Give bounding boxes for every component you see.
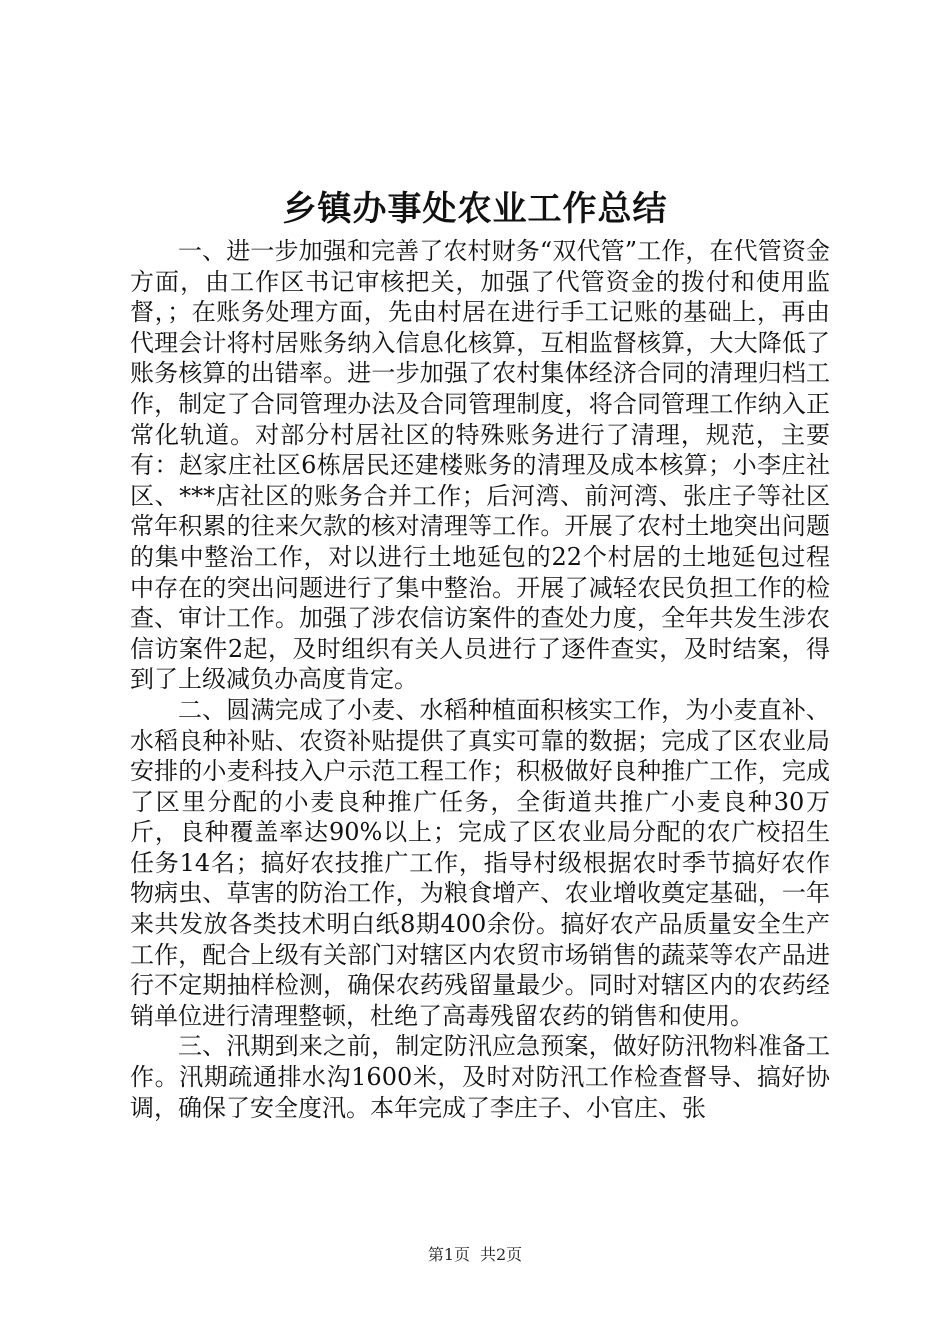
paragraph-2: 二、圆满完成了小麦、水稻种植面积核实工作，为小麦直补、水稻良种补贴、农资补贴提供了真实可靠的数据；完成了区农业局安排的小麦科技入户示范工程工作；积极做好良种推广工作，完成了区里分配的小麦良种推广任务，全街道共推广小麦良种30万斤，良种覆盖率达90%以上；完成了区农业局分配的农广校招生任务14名；搞好农技推广工作，指导村级根据农时季节搞好农作物病虫、草害的防治工作，为粮食增产、农业增收奠定基础，一年来共发放各类技术明白纸8期400余份。搞好农产品质量安全生产工作，配合上级有关部门对辖区内农贸市场销售的蔬菜等农产品进行不定期抽样检测，确保农药残留量最少。同时对辖区内的农药经销单位进行清理整顿，杜绝了高毒残留农药的销售和使用。	[130, 695, 830, 1030]
document-title: 乡镇办事处农业工作总结	[282, 189, 668, 229]
paragraph-1: 一、进一步加强和完善了农村财务“双代管”工作，在代管资金方面，由工作区书记审核把关，加强了代管资金的拨付和使用监督，；在账务处理方面，先由村居在进行手工记账的基础上，再由代理会计将村居账务纳入信息化核算，互相监督核算，大大降低了账务核算的出错率。进一步加强了农村集体经济合同的清理归档工作，制定了合同管理办法及合同管理制度，将合同管理工作纳入正常化轨道。对部分村居社区的特殊账务进行了清理，规范，主要有：赵家庄社区6栋居民还建楼账务的清理及成本核算；小李庄社区、***店社区的账务合并工作；后河湾、前河湾、张庄子等社区常年积累的往来欠款的核对清理等工作。开展了农村土地突出问题的集中整治工作，对以进行土地延包的22个村居的土地延包过程中存在的突出问题进行了集中整治。开展了减轻农民负担工作的检查、审计工作。加强了涉农信访案件的查处力度，全年共发生涉农信访案件2起，及时组织有关人员进行了逐件查实，及时结案，得到了上级减负办高度肯定。	[130, 237, 830, 694]
page-number: 第1页	[427, 1245, 470, 1264]
page-total: 共2页	[480, 1245, 523, 1264]
page-footer	[0, 1244, 950, 1266]
paragraph-3: 三、汛期到来之前，制定防汛应急预案，做好防汛物料准备工作。汛期疏通排水沟1600米，及时对防汛工作检查督导、搞好协调，确保了安全度汛。本年完成了李庄子、小官庄、张	[130, 1032, 830, 1122]
document-body	[130, 236, 830, 1123]
